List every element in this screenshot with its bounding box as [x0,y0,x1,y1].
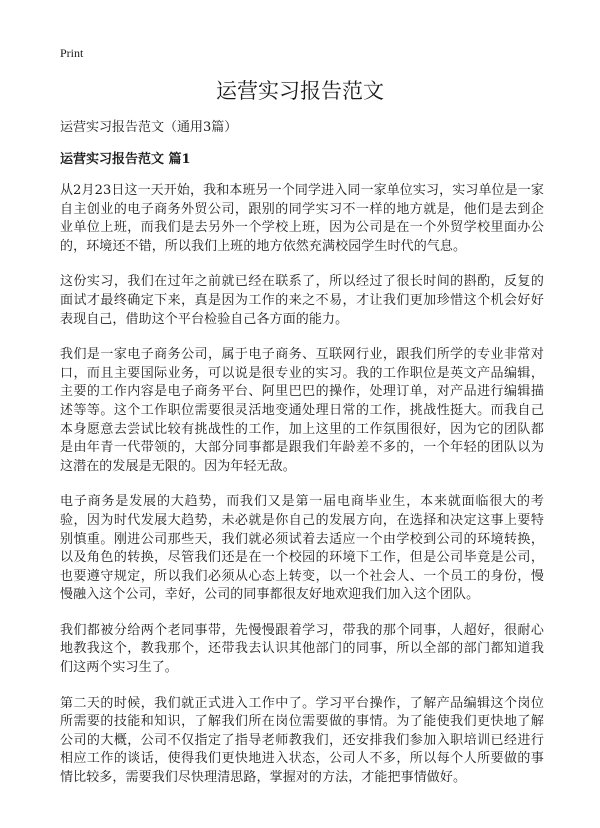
section-heading: 运营实习报告范文 篇1 [60,152,191,167]
paragraph-6: 第二天的时候，我们就正式进入工作中了。学习平台操作，了解产品编辑这个岗位所需要的技能和知识，了解我们所在岗位需要做的事情。为了能使我们更快地了解公司的大概，公司不仅指定了指导老师教我们，还安排我们参加入职培训已经进行相应工作的谈话，使得我们更快地进入状态，公司人不多，所以每个人所要做的事情比较多，需要我们尽快理清思路，掌握对的方法，才能把事情做好。 [60,695,544,786]
paragraph-1: 从2月23日这一天开始，我和本班另一个同学进入同一家单位实习，实习单位是一家自主创业的电子商务外贸公司，跟别的同学实习不一样的地方就是，他们是去到企业单位上班，而我们是去另外一个学校上班，因为公司是在一个外贸学校里面办公的，环境还不错，所以我们上班的地方依然充满校园学生时代的气息。 [60,183,544,254]
article-body [60,182,544,805]
paragraph-5: 我们都被分给两个老同事带，先慢慢跟着学习，带我的那个同事，人超好，很耐心地教我这个，教我那个，还带我去认识其他部门的同事，所以全部的部门都知道我们这两个实习生了。 [60,622,544,676]
paragraph-3: 我们是一家电子商务公司，属于电子商务、互联网行业，跟我们所学的专业非常对口，而且主要国际业务，可以说是很专业的实习。我的工作职位是英文产品编辑，主要的工作内容是电子商务平台、阿里巴巴的操作，处理订单，对产品进行编辑描述等等。这个工作职位需要很灵活地变通处理日常的工作，挑战性挺大。而我自己本身愿意去尝试比较有挑战性的工作，加上这里的工作氛围很好，因为它的团队都是由年青一代带领的，大部分同事都是跟我们年龄差不多的，一个年轻的团队以为这潜在的发展是无限的。因为年轻无敌。 [60,347,544,474]
document-title: 运营实习报告范文 [216,79,384,103]
print-label: Print [60,46,84,60]
paragraph-2: 这份实习，我们在过年之前就已经在联系了，所以经过了很长时间的斟酌，反复的面试才最终确定下来，真是因为工作的来之不易，才让我们更加珍惜这个机会好好表现自己，借助这个平台检验自己各方面的能力。 [60,274,544,327]
paragraph-4: 电子商务是发展的大趋势，而我们又是第一届电商毕业生，本来就面临很大的考验，因为时代发展大趋势，未必就是你自己的发展方向，在选择和决定这事上要特别慎重。刚进公司那些天，我们就必须试着去适应一个由学校到公司的环境转换，以及角色的转换，尽管我们还是在一个校园的环境下工作，但是公司毕竟是公司，也要遵守规定，所以我们必须从心态上转变，以一个社会人、一个员工的身份，慢慢融入这个公司，幸好，公司的同事都很友好地欢迎我们加入这个团队。 [60,494,544,603]
document-subtitle: 运营实习报告范文（通用3篇） [60,120,238,135]
